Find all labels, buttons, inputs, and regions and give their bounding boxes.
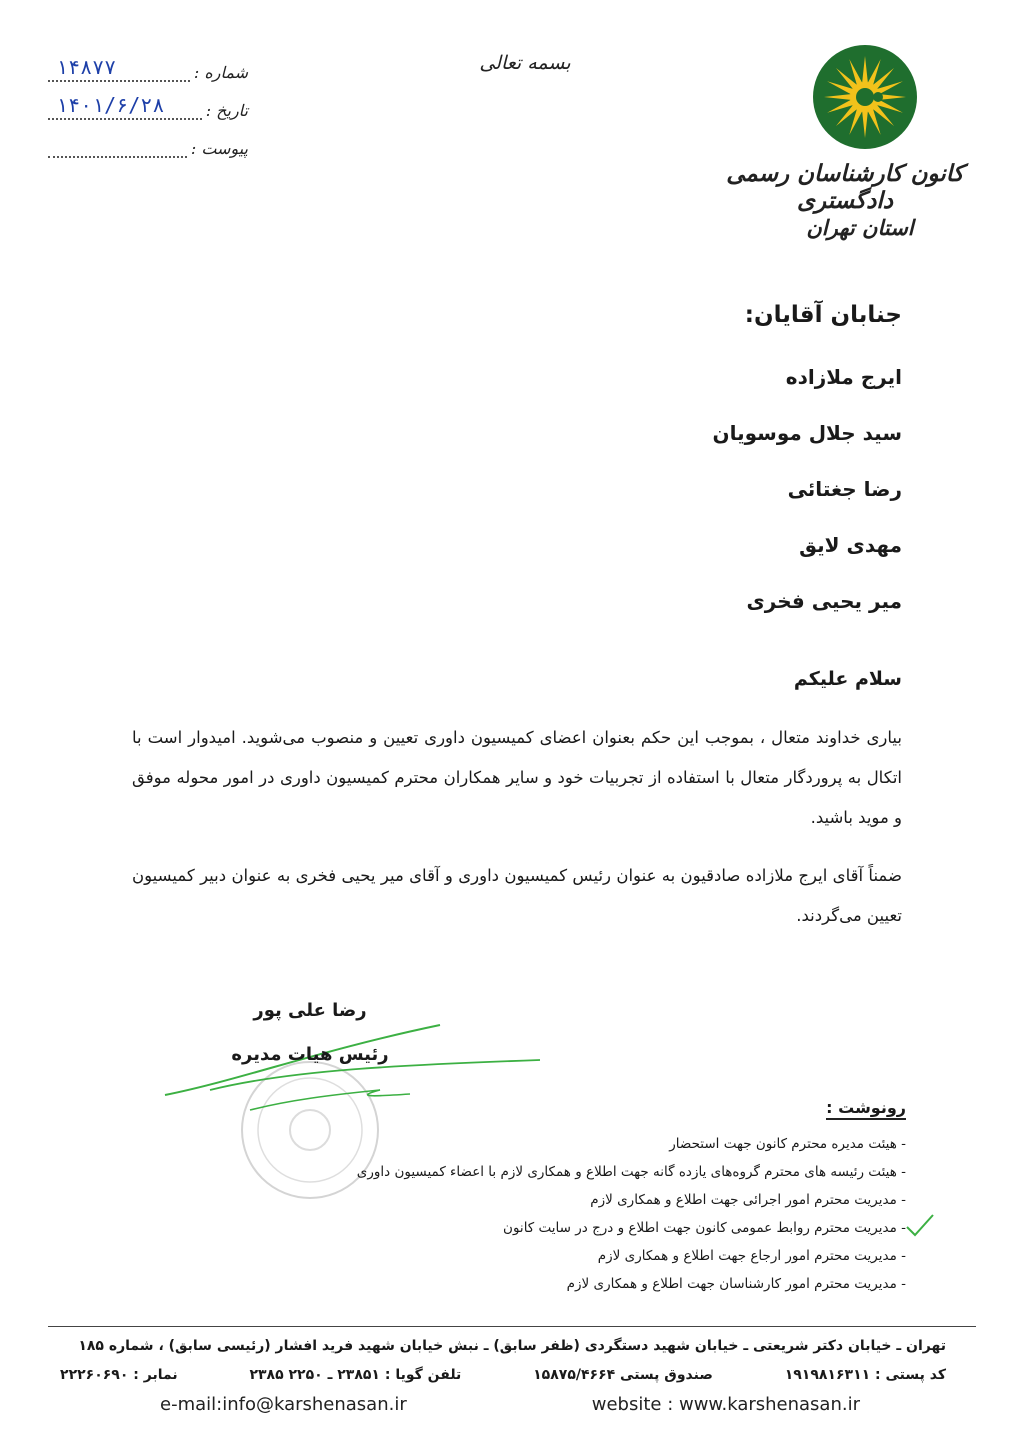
letter-attachment-row xyxy=(48,134,248,158)
addressee-name: میر یحیی فخری xyxy=(746,589,902,613)
letter-attachment-label: پیوست : xyxy=(190,139,248,158)
cc-title: رونوشت : xyxy=(826,1098,906,1120)
footer-address: تهران ـ خیابان دکتر شریعتی ـ خیابان شهید دستگردی (ظفر سابق) ـ نبش خیابان شهید فرید افشار (رئیسی سابق) ، شماره ۱۸۵ xyxy=(78,1338,946,1354)
footer-po-box: صندوق پستی ۱۵۸۷۵/۴۶۶۴ xyxy=(533,1367,713,1383)
organization-name: کانون کارشناسان رسمی دادگستری xyxy=(726,160,964,214)
addressee-name: مهدی لایق xyxy=(799,533,902,557)
letter-attachment-line xyxy=(48,138,187,158)
cc-item: - هیئت مدیره محترم کانون جهت استحضار xyxy=(669,1136,906,1152)
cc-item: - هیئت رئیسه های محترم گروه‌های یازده گانه جهت اطلاع و همکاری لازم با اعضاء کمیسیون داوری xyxy=(356,1164,906,1180)
addressee-list xyxy=(713,362,902,642)
checkmark-icon xyxy=(905,1213,935,1237)
addressee-name: سید جلال موسویان xyxy=(712,421,902,445)
cc-item: - مدیریت محترم روابط عمومی کانون جهت اطلاع و درج در سایت کانون xyxy=(503,1220,906,1236)
letter-number-label: شماره : xyxy=(193,63,248,82)
addressees-title: جنابان آقایان: xyxy=(744,302,902,328)
letter-date-label: تاریخ : xyxy=(205,101,248,120)
letter-date-line xyxy=(48,93,202,120)
footer-fax: نمابر : ۲۲۲۶۰۶۹۰ xyxy=(60,1367,178,1383)
footer-phone: تلفن گویا : ۲۳۸۵۱ ـ ۲۲۵۰ ۲۳۸۵ xyxy=(249,1367,462,1383)
footer-contacts xyxy=(60,1367,946,1383)
letter-date-value: ۱۴۰۱/۶/۲۸ xyxy=(56,93,165,117)
letter-number-row xyxy=(48,55,248,82)
footer-email[interactable]: e-mail:info@karshenasan.ir xyxy=(160,1394,407,1415)
invocation-text: بسمه تعالی xyxy=(479,52,571,74)
signer-title: رئیس هیات مدیره xyxy=(231,1044,389,1065)
sunburst-logo-icon xyxy=(812,44,918,150)
cc-item: - مدیریت محترم امور کارشناسان جهت اطلاع و همکاری لازم xyxy=(566,1276,906,1292)
footer-website[interactable]: website : www.karshenasan.ir xyxy=(591,1394,860,1415)
organization-province: استان تهران xyxy=(806,215,914,240)
letter-number-line xyxy=(48,55,190,82)
body-paragraph-1: بیاری خداوند متعال ، بموجب این حکم بعنوان اعضای کمیسیون داوری تعیین و منصوب می‌شوید. امیدوار است با اتکال به پروردگار متعال با استفاده از تجربیات خود و سایر همکاران محترم کمیسیون داوری در امور محوله موفق و موید باشید. xyxy=(132,728,902,827)
footer-divider xyxy=(48,1326,976,1327)
cc-item: - مدیریت محترم امور اجرائی جهت اطلاع و همکاری لازم xyxy=(590,1192,906,1208)
letter-date-row xyxy=(48,93,248,120)
addressee-name: رضا جغتائی xyxy=(787,477,902,501)
footer-postal-code: کد پستی : ۱۹۱۹۸۱۶۳۱۱ xyxy=(784,1367,946,1383)
letter-number-value: ۱۴۸۷۷ xyxy=(56,55,117,79)
body-paragraph-2: ضمناً آقای ایرج ملازاده صادقیون به عنوان رئیس کمیسیون داوری و آقای میر یحیی فخری به عنوان دبیر کمیسیون تعیین می‌گردند. xyxy=(132,866,902,925)
footer-web xyxy=(160,1394,860,1415)
signer-name: رضا علی پور xyxy=(253,1000,367,1021)
cc-item: - مدیریت محترم امور ارجاع جهت اطلاع و همکاری لازم xyxy=(597,1248,906,1264)
addressee-name: ایرج ملازاده xyxy=(785,365,902,389)
cc-list xyxy=(186,1130,906,1298)
salutation: سلام علیکم xyxy=(793,668,902,690)
